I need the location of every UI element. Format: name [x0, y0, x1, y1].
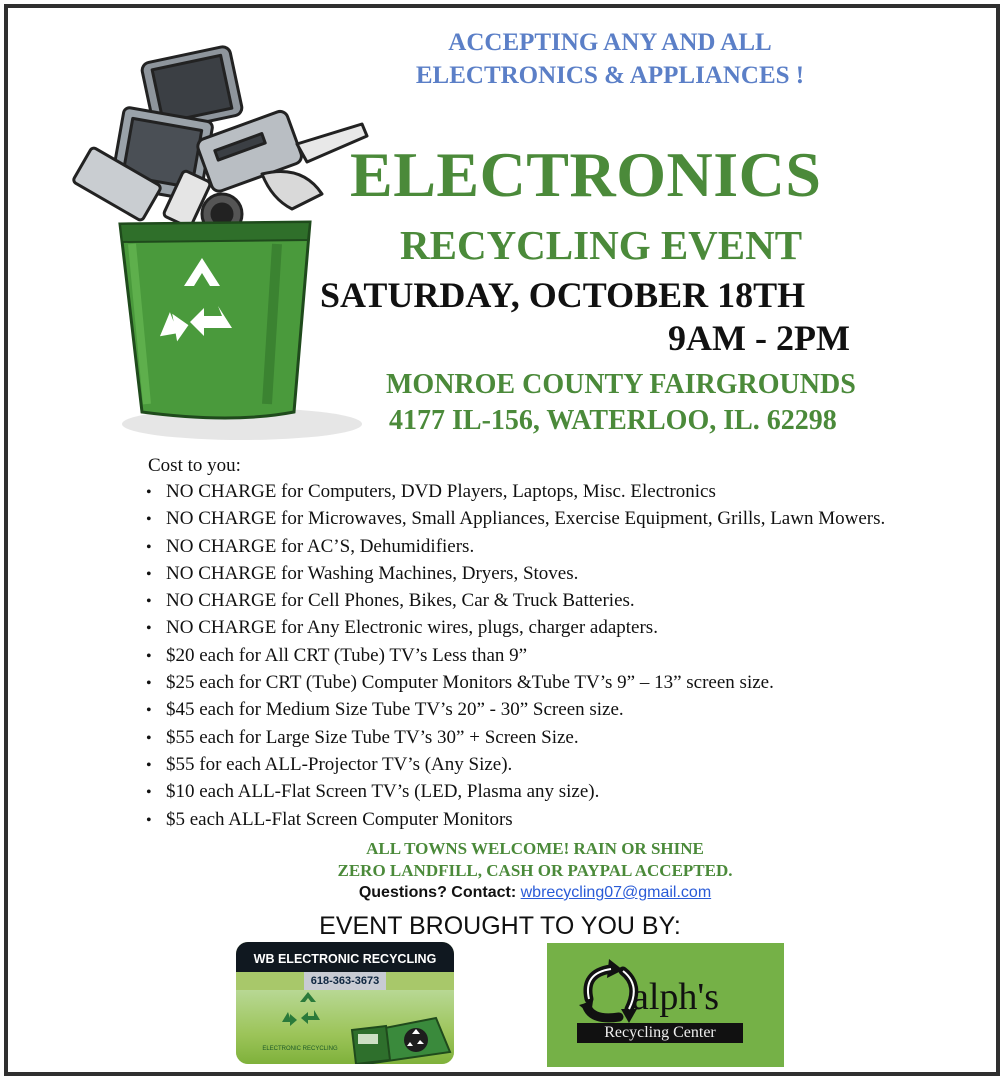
bullet: • [146, 702, 152, 720]
list-item [146, 615, 885, 642]
list-item [146, 588, 885, 615]
wb-logo-sub: ELECTRONIC RECYCLING [262, 1046, 338, 1052]
list-item [146, 752, 885, 779]
wb-logo-name: WB ELECTRONIC RECYCLING [236, 942, 454, 972]
bullet: • [146, 811, 152, 829]
list-item [146, 807, 885, 834]
list-item [146, 534, 885, 561]
bullet: • [146, 620, 152, 638]
bullet: • [146, 729, 152, 747]
list-item-text: NO CHARGE for Microwaves, Small Appliances, Exercise Equipment, Grills, Lawn Mowers. [166, 508, 886, 530]
accepting-line2: ELECTRONICS & APPLIANCES ! [415, 62, 805, 89]
list-item-text: $55 for each ALL-Projector TV’s (Any Size). [166, 753, 513, 775]
cost-label: Cost to you: [148, 455, 241, 476]
brought-by-heading: EVENT BROUGHT TO YOU BY: [319, 912, 681, 940]
list-item-text: $55 each for Large Size Tube TV’s 30” + Screen Size. [166, 726, 579, 748]
list-item-text: $5 each ALL-Flat Screen Computer Monitors [166, 808, 513, 830]
accepting-line1: ACCEPTING ANY AND ALL [448, 29, 772, 56]
bullet: • [146, 784, 152, 802]
welcome-notice [280, 838, 790, 882]
bullet: • [146, 511, 152, 529]
list-item [146, 670, 885, 697]
list-item-text: NO CHARGE for Cell Phones, Bikes, Car & Truck Batteries. [166, 590, 635, 612]
event-address: 4177 IL-156, WATERLOO, IL. 62298 [389, 405, 837, 436]
bullet: • [146, 565, 152, 583]
event-title-main: ELECTRONICS [350, 139, 822, 210]
bullet: • [146, 756, 152, 774]
wb-logo-phone: 618-363-3673 [304, 972, 386, 990]
welcome-line1: ALL TOWNS WELCOME! RAIN OR SHINE [366, 839, 704, 858]
event-time: 9AM - 2PM [668, 318, 850, 358]
ralph-logo-name: alph's [632, 976, 720, 1018]
list-item-text: $10 each ALL-Flat Screen TV’s (LED, Plasma any size). [166, 781, 600, 803]
ralph-logo-sub: Recycling Center [577, 1023, 743, 1043]
list-item-text: NO CHARGE for Computers, DVD Players, Laptops, Misc. Electronics [166, 481, 716, 502]
list-item [146, 479, 885, 506]
list-item [146, 697, 885, 724]
list-item [146, 506, 885, 533]
bullet: • [146, 538, 152, 556]
recycle-bin-icon [72, 44, 372, 444]
list-item-text: $20 each for All CRT (Tube) TV’s Less than 9” [166, 644, 528, 666]
bullet: • [146, 593, 152, 611]
list-item-text: $45 each for Medium Size Tube TV’s 20” - 30” Screen size. [166, 699, 624, 721]
bullet: • [146, 484, 152, 501]
ralphs-recycling-center-logo [547, 943, 784, 1067]
event-date: SATURDAY, OCTOBER 18TH [320, 275, 806, 315]
bullet: • [146, 647, 152, 665]
list-item-text: $25 each for CRT (Tube) Computer Monitors &Tube TV’s 9” – 13” screen size. [166, 672, 774, 694]
event-venue: MONROE COUNTY FAIRGROUNDS [386, 369, 856, 400]
list-item [146, 643, 885, 670]
welcome-line2: ZERO LANDFILL, CASH OR PAYPAL ACCEPTED. [337, 861, 733, 880]
accepting-heading [300, 26, 920, 92]
list-item-text: NO CHARGE for Any Electronic wires, plugs, charger adapters. [166, 617, 658, 639]
cost-list [146, 479, 885, 834]
list-item [146, 561, 885, 588]
list-item-text: NO CHARGE for AC’S, Dehumidifiers. [166, 535, 475, 557]
bullet: • [146, 675, 152, 693]
list-item [146, 725, 885, 752]
questions-label: Questions? Contact: [358, 884, 517, 901]
event-title-sub: RECYCLING EVENT [400, 222, 803, 268]
list-item [146, 779, 885, 806]
list-item-text: NO CHARGE for Washing Machines, Dryers, Stoves. [166, 562, 579, 584]
questions-line [250, 882, 820, 904]
wb-electronic-recycling-logo [236, 942, 454, 1064]
contact-email-link[interactable]: wbrecycling07@gmail.com [520, 884, 712, 901]
